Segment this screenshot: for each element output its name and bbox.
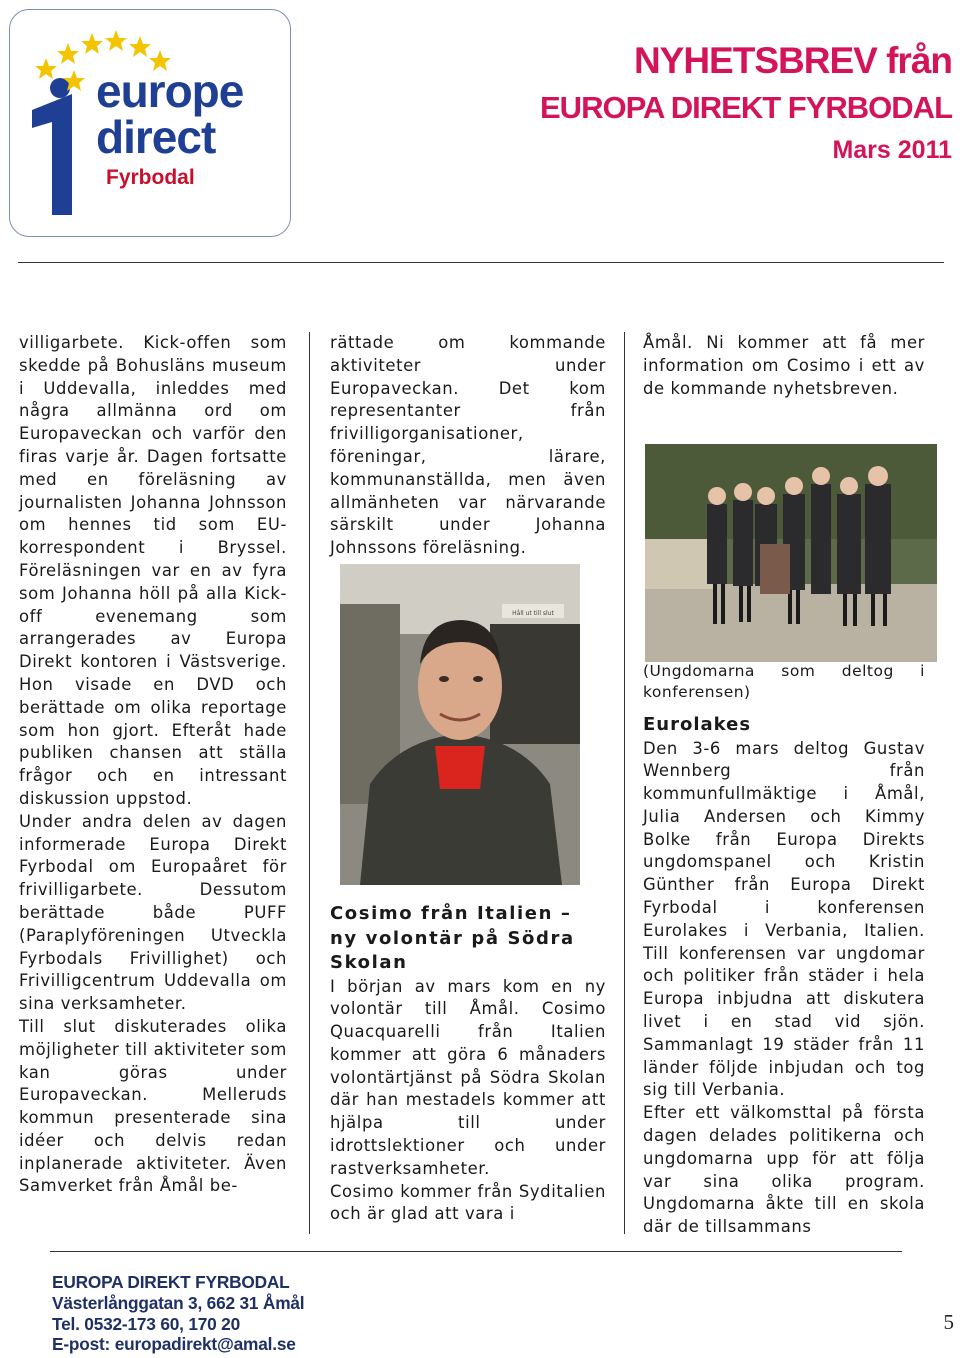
photo-sign-text: Håll ut till slut <box>512 610 554 617</box>
top-divider <box>18 262 944 263</box>
europe-direct-logo <box>9 9 291 237</box>
newsletter-title: NYHETSBREV från <box>633 40 952 81</box>
col3-paragraph-2: Den 3-6 mars deltog Gustav Wennberg från kommunfullmäktige i Åmål, Julia Andersen och Kimmy Bolke från Europa Direkts ungdomspanel och Kristin Günther från Europa Direkt Fyrbodal i konferensen Eurolakes i Verbania, Italien. Till konferensen var ungdomar och politiker från städer i hela Europa inbjudna att diskutera livet i en stad vid sjön. Sammanlagt 19 städer från 11 länder följde inbjudan och tog sig till Verbania. <box>643 738 925 1100</box>
cosimo-photo <box>340 564 580 885</box>
footer-org: EUROPA DIREKT FYRBODAL <box>52 1272 290 1292</box>
eurolakes-section <box>643 661 925 1239</box>
col1-paragraph-1: villigarbete. Kick-offen som skedde på Bohusläns museum i Uddevalla, inleddes med några allmänna ord om Europaveckan och varför den firas varje år. Dagen fortsatte med en föreläsning av journalisten Johanna Johnsson om hennes tid som EU-korrespondent i Bryssel. Föreläsningen var en av fyra som Johanna höll på alla Kick-off evenemang som arrangerades av Europa Direkt kontoren i Västsverige. Hon visade en DVD och berättade om olika reportage som hon gjort. Efteråt hade publiken chansen att ställa frågor och en intressant diskussion uppstod. <box>19 333 287 808</box>
column-divider-2 <box>624 332 625 1234</box>
footer-email: E-post: europadirekt@amal.se <box>52 1334 296 1355</box>
bottom-divider <box>50 1251 902 1252</box>
col1-paragraph-2: Under andra delen av dagen informerade Europa Direkt Fyrbodal om Europaåret för frivilligarbete. Dessutom berättade både PUFF (Paraplyföreningen Utveckla Fyrbodals Frivillighet) och Frivilligcentrum Uddevalla om sina verksamheter. <box>19 811 287 1014</box>
column-3 <box>643 332 925 400</box>
column-divider-1 <box>309 332 310 1234</box>
page-number: 5 <box>943 1310 954 1334</box>
eurolakes-heading: Eurolakes <box>643 714 752 735</box>
col2-paragraph-3: Cosimo kommer från Syditalien och är glad att vara i <box>330 1181 606 1224</box>
logo-region: Fyrbodal <box>106 166 195 189</box>
newsletter-org: EUROPA DIREKT FYRBODAL <box>540 90 952 125</box>
conference-photo <box>645 444 937 662</box>
col2-paragraph-2: I början av mars kom en ny volontär till Åmål. Cosimo Quacquarelli från Italien kommer att göra 6 månaders volontärtjänst på Södra Skolan där han mestadels kommer att hjälpa till under idrottslektioner och under rastverksamheter. <box>330 976 606 1178</box>
col2-paragraph-1: rättade om kommande aktiviteter under Europaveckan. Det kom representanter från frivilligorganisationer, föreningar, lärare, kommunanställda, men även allmänheten var närvarande särskilt under Johanna Johnssons föreläsning. <box>330 333 606 558</box>
column-1 <box>19 332 287 1198</box>
logo-word-europe: europe <box>96 65 244 117</box>
logo-word-direct: direct <box>96 111 216 163</box>
newsletter-date: Mars 2011 <box>832 136 952 164</box>
conference-photo-caption: (Ungdomarna som deltog i konferensen) <box>643 662 925 701</box>
col1-paragraph-3: Till slut diskuterades olika möjligheter till aktiviteter som kan göras under Europaveckan. Melleruds kommun presenterade sina idéer och delvis redan inplanerade aktiviteter. Även Samverket från Åmål be- <box>19 1016 287 1196</box>
footer-contact <box>52 1272 304 1355</box>
cosimo-article <box>330 902 606 1226</box>
col3-paragraph-1: Åmål. Ni kommer att få mer information om Cosimo i ett av de kommande nyhetsbreven. <box>643 333 925 398</box>
footer-address: Västerlånggatan 3, 662 31 Åmål <box>52 1292 305 1313</box>
column-2 <box>330 332 606 560</box>
cosimo-heading: Cosimo från Italien – ny volontär på Södra Skolan <box>330 903 575 973</box>
footer-phone: Tel. 0532-173 60, 170 20 <box>52 1313 241 1334</box>
col3-paragraph-3: Efter ett välkomsttal på första dagen delades politikerna och ungdomarna upp för att följa var sina olika program. Ungdomarna åkte till en skola där de tillsammans <box>643 1103 925 1237</box>
